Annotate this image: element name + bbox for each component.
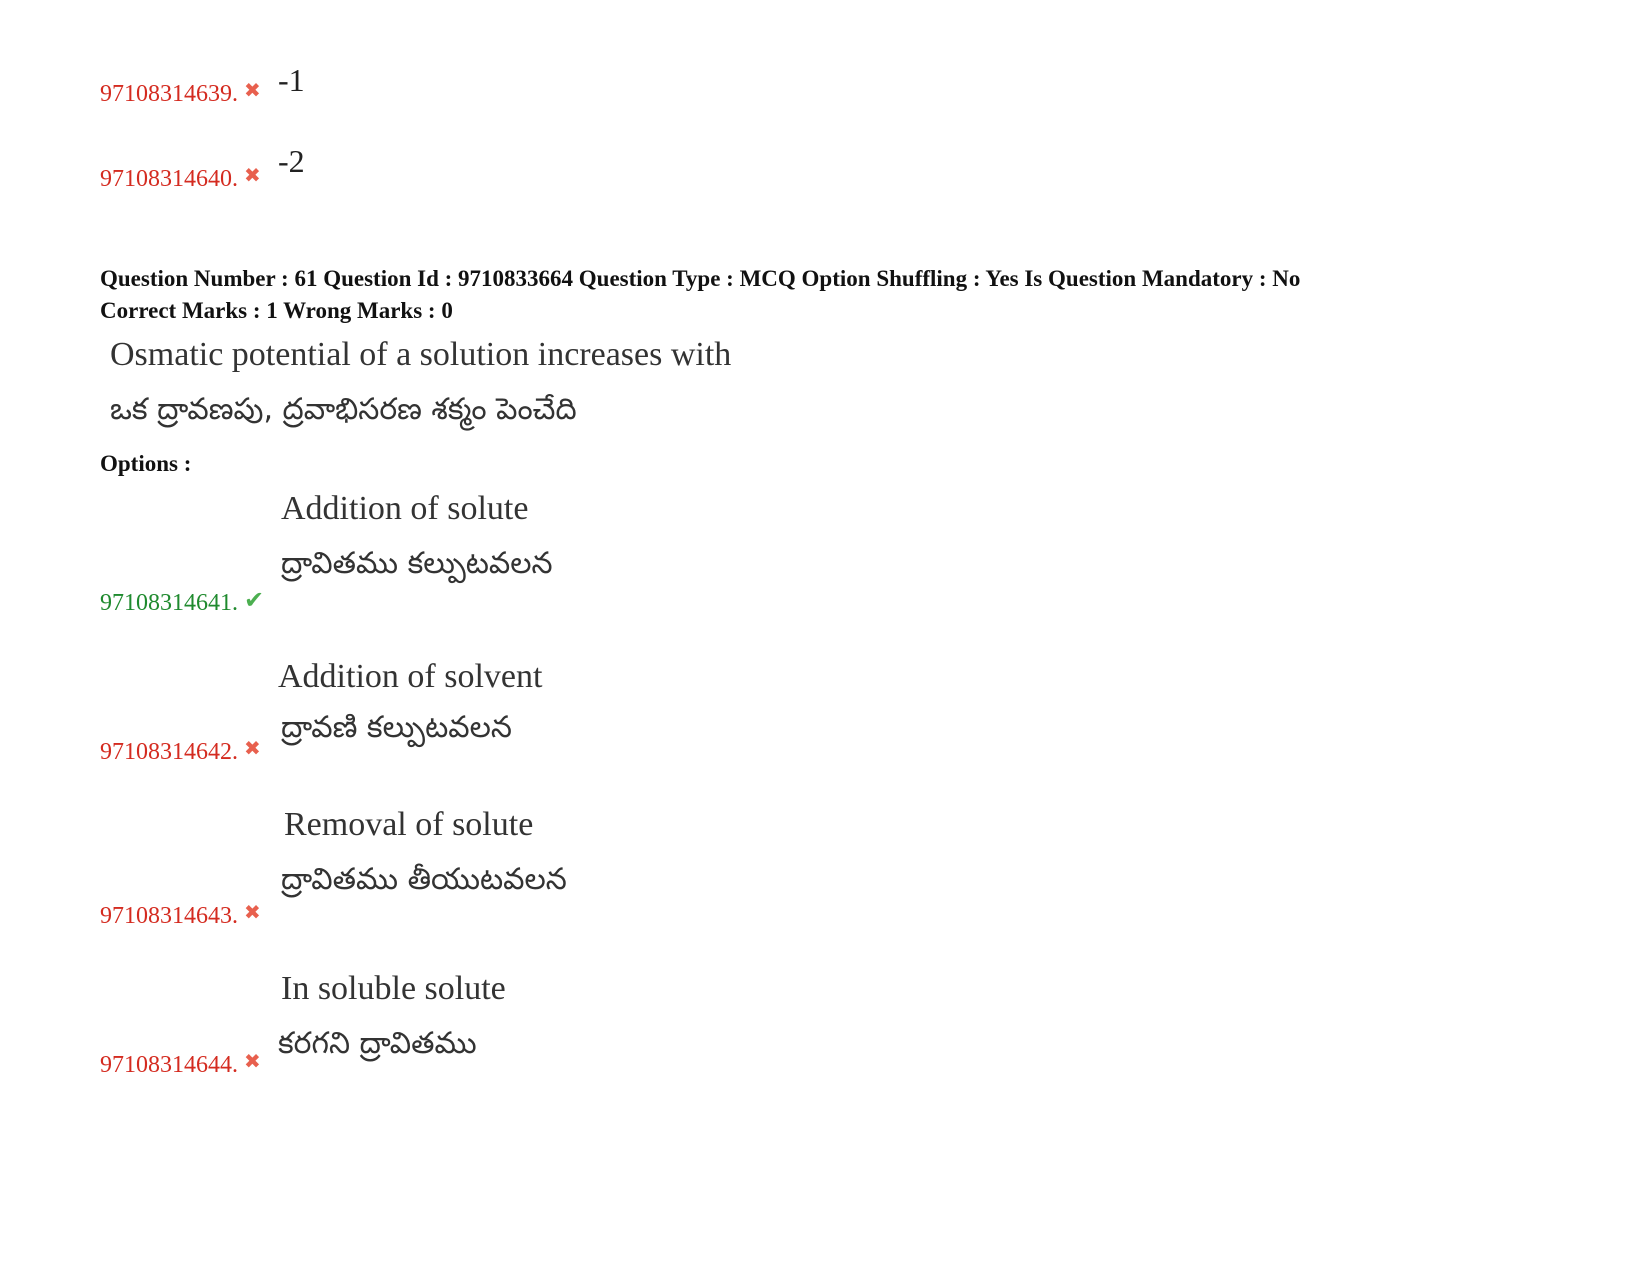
option-row bbox=[100, 900, 261, 930]
cross-icon: ✖ bbox=[244, 902, 261, 924]
option-value: -1 bbox=[278, 62, 305, 98]
question-marks: Correct Marks : 1 Wrong Marks : 0 bbox=[100, 298, 453, 323]
option-text-telugu: ద్రావణి కల్పుటవలన bbox=[281, 710, 512, 745]
option-text-telugu: ద్రావితము కల్పుటవలన bbox=[281, 546, 553, 581]
cross-icon: ✖ bbox=[244, 1051, 261, 1073]
option-id: 97108314639. bbox=[100, 81, 238, 107]
question-meta: Question Number : 61 Question Id : 9710833664 Question Type : MCQ Option Shuffling : Yes Is Question Mandatory : No bbox=[100, 266, 1301, 291]
option-id: 97108314641. bbox=[100, 590, 238, 616]
option-text-telugu: కరగని ద్రావితము bbox=[278, 1026, 477, 1061]
option-text-telugu: ద్రావితము తీయుటవలన bbox=[281, 862, 567, 897]
question-text-telugu: ఒక ద్రావణపు, ద్రవాభిసరణ శక్మం పెంచేది bbox=[110, 392, 577, 427]
question-text-english: Osmatic potential of a solution increases with bbox=[110, 336, 732, 373]
check-icon: ✔ bbox=[244, 588, 265, 614]
option-id: 97108314643. bbox=[100, 903, 238, 929]
option-id: 97108314640. bbox=[100, 166, 238, 192]
option-text-english: Removal of solute bbox=[284, 806, 534, 843]
option-value: -2 bbox=[278, 143, 305, 179]
previous-option-row bbox=[100, 78, 261, 108]
option-text-english: Addition of solvent bbox=[278, 658, 543, 695]
option-row bbox=[100, 736, 261, 766]
previous-option-row bbox=[100, 163, 261, 193]
options-label: Options : bbox=[100, 451, 192, 476]
option-row bbox=[100, 1049, 261, 1079]
option-text-english: In soluble solute bbox=[281, 970, 506, 1007]
option-id: 97108314642. bbox=[100, 739, 238, 765]
option-text-english: Addition of solute bbox=[281, 490, 529, 527]
option-id: 97108314644. bbox=[100, 1052, 238, 1078]
cross-icon: ✖ bbox=[244, 80, 261, 102]
option-row bbox=[100, 586, 264, 617]
cross-icon: ✖ bbox=[244, 738, 261, 760]
cross-icon: ✖ bbox=[244, 165, 261, 187]
